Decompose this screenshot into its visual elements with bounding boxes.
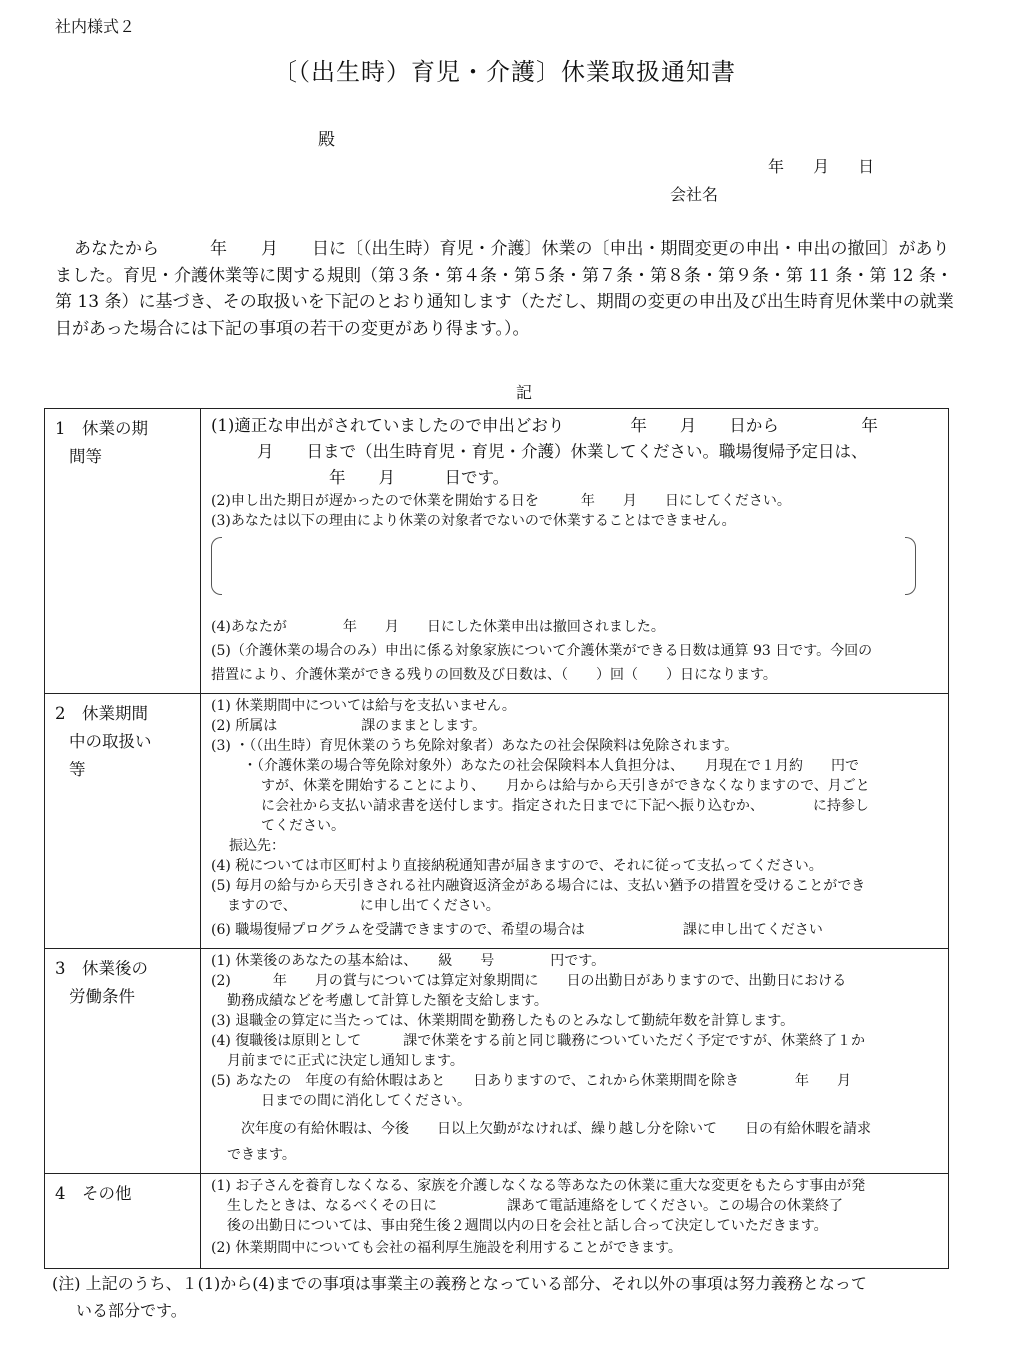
item-3-3: (3) 退職金の算定に当たっては、休業期間を勤務したものとみなして勤続年数を計算します。 xyxy=(211,1013,795,1029)
section-heading-3 xyxy=(45,949,201,1174)
item-3-5-next-cont: できます。 xyxy=(227,1147,296,1163)
item-1-5-cont: 措置により、介護休業ができる残りの回数及び日数は、（ ）回（ ）日になります。 xyxy=(211,667,777,683)
form-number: 社内様式２ xyxy=(55,17,136,36)
footnote-line: いる部分です。 xyxy=(76,1301,187,1320)
item-2-6: (6) 職場復帰プログラムを受講できますので、希望の場合は 課に申し出てください xyxy=(211,922,823,938)
section-body-3 xyxy=(201,949,949,1174)
item-3-4: (4) 復職後は原則として 課で休業をする前と同じ職務についていただく予定ですが、休業終了１か xyxy=(211,1033,865,1049)
item-3-2: (2) 年 月の賞与については算定対象期間に 日の出勤日がありますので、出勤日における xyxy=(211,973,847,989)
item-1-2: (2)申し出た期日が遅かったので休業を開始する日を 年 月 日にしてください。 xyxy=(211,493,791,509)
item-3-5-cont: 日までの間に消化してください。 xyxy=(261,1093,471,1109)
item-1-1-cont: 月 日まで（出生時育児・育児・介護）休業してください。職場復帰予定日は、 xyxy=(257,442,868,461)
item-2-3-b-cont: すが、休業を開始することにより、 月からは給与から天引きができなくなりますので、月ごと xyxy=(261,778,870,794)
item-2-2: (2) 所属は 課のままとします。 xyxy=(211,718,487,734)
item-3-2-cont: 勤務成績などを考慮して計算した額を支給します。 xyxy=(227,993,548,1009)
bracket-right xyxy=(905,537,916,595)
heading-line: 3 休業後の xyxy=(55,959,148,978)
ki-heading: 記 xyxy=(516,383,533,402)
item-3-5-next: 次年度の有給休暇は、今後 日以上欠勤がなければ、繰り越し分を除いて 日の有給休暇を請求 xyxy=(241,1121,871,1137)
section-heading-1 xyxy=(45,409,201,694)
item-2-3-b: ・（介護休業の場合等免除対象外）あなたの社会保険料本人負担分は、 月現在で１月約 円で xyxy=(243,758,859,774)
item-1-3: (3)あなたは以下の理由により休業の対象者でないので休業することはできません。 xyxy=(211,513,736,529)
item-1-1: (1)適正な申出がされていましたので申出どおり 年 月 日から 年 xyxy=(211,416,878,435)
item-1-1-cont2: 年 月 日です。 xyxy=(329,468,510,487)
item-3-1: (1) 休業後のあなたの基本給は、 級 号 円です。 xyxy=(211,953,606,969)
item-4-1: (1) お子さんを養育しなくなる、家族を介護しなくなる等あなたの休業に重大な変更をもたらす事由が発 xyxy=(211,1178,866,1194)
intro-paragraph: あなたから 年 月 日に〔（出生時）育児・介護〕休業の〔申出・期間変更の申出・申出の撤回〕がありました。育児・介護休業等に関する規則（第３条・第４条・第５条・第７条・第８条・第９条・第 11 条・第 12 条・第 13 条）に基づき、その取扱いを下記のとおり通知します（ただし、期間の変更の申出及び出生時育児休業中の就業日があった場合には下記の事項の若干の変更があり得ます。）。 xyxy=(55,239,954,339)
transfer-destination: 振込先： xyxy=(229,838,285,854)
section-row-during-leave xyxy=(45,694,949,949)
item-4-2: (2) 休業期間中についても会社の福利厚生施設を利用することができます。 xyxy=(211,1240,682,1256)
heading-line: 間等 xyxy=(69,447,102,466)
reason-bracket-field[interactable] xyxy=(211,537,916,595)
section-row-other xyxy=(45,1174,949,1269)
heading-line: 1 休業の期 xyxy=(55,419,148,438)
notice-date: 年 月 日 xyxy=(768,157,875,176)
heading-line: 等 xyxy=(69,760,86,779)
item-2-3-b-cont: てください。 xyxy=(261,818,345,834)
item-4-1-cont: 後の出勤日については、事由発生後２週間以内の日を会社と話し合って決定していただきます。 xyxy=(227,1218,828,1234)
item-2-1: (1) 休業期間中については給与を支払いません。 xyxy=(211,698,516,714)
section-heading-2 xyxy=(45,694,201,949)
heading-line: 労働条件 xyxy=(69,987,135,1006)
page-title: 〔（出生時）育児・介護〕休業取扱通知書 xyxy=(273,58,736,86)
heading-line: 中の取扱い xyxy=(69,732,152,751)
footnote-line: (注) 上記のうち、１(1)から(4)までの事項は事業主の義務となっている部分、それ以外の事項は努力義務となって xyxy=(52,1274,867,1293)
addressee: 殿 xyxy=(318,130,335,150)
item-2-5-cont: ますので、 に申し出てください。 xyxy=(227,898,500,914)
section-body-2 xyxy=(201,694,949,949)
section-heading-4 xyxy=(45,1174,201,1269)
item-2-3-b-cont: に会社から支払い請求書を送付します。指定された日までに下記へ振り込むか、 に持参し xyxy=(261,798,869,814)
item-2-5: (5) 毎月の給与から天引きされる社内融資返済金がある場合には、支払い猶予の措置を受けることができ xyxy=(211,878,866,894)
heading-line: 2 休業期間 xyxy=(55,704,148,723)
section-body-1 xyxy=(201,409,949,694)
footnote xyxy=(52,1270,967,1324)
item-2-3: (3) ・（（出生時）育児休業のうち免除対象者）あなたの社会保険料は免除されます。 xyxy=(211,738,739,754)
item-4-1-cont: 生したときは、なるべくその日に 課あて電話連絡をしてください。この場合の休業終了 xyxy=(227,1198,843,1214)
section-row-after-leave xyxy=(45,949,949,1174)
bracket-left xyxy=(211,537,222,595)
notice-table xyxy=(44,408,949,1269)
section-row-leave-period xyxy=(45,409,949,694)
section-body-4 xyxy=(201,1174,949,1269)
item-2-4: (4) 税については市区町村より直接納税通知書が届きますので、それに従って支払ってください。 xyxy=(211,858,823,874)
item-1-5: (5)（介護休業の場合のみ）申出に係る対象家族について介護休業ができる日数は通算 93 日です。今回の xyxy=(211,643,873,659)
company-name-label: 会社名 xyxy=(670,185,719,204)
item-3-5: (5) あなたの 年度の有給休暇はあと 日ありますので、これから休業期間を除き 年 月 xyxy=(211,1073,851,1089)
heading-line: 4 その他 xyxy=(55,1184,132,1203)
item-1-4: (4)あなたが 年 月 日にした休業申出は撤回されました。 xyxy=(211,619,665,635)
item-3-4-cont: 月前までに正式に決定し通知します。 xyxy=(227,1053,464,1069)
